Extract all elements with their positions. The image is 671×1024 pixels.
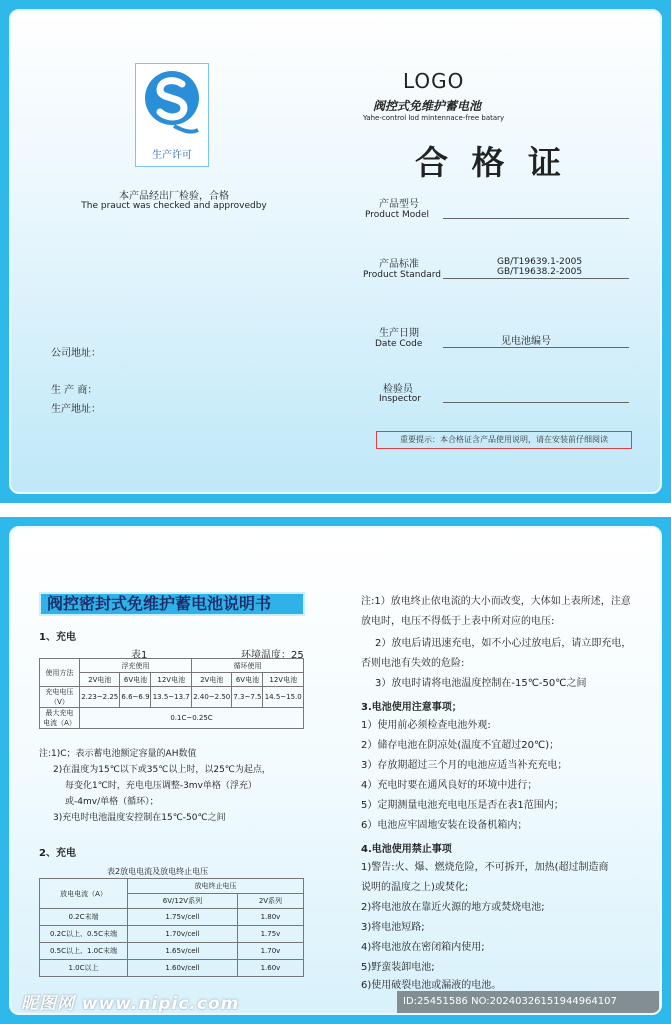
table1-method: 使用方法	[40, 659, 80, 687]
section-4-heading: 4.电池使用禁止事项	[361, 844, 452, 855]
manual-title: 阀控密封式免维护蓄电池说明书	[39, 592, 305, 616]
table2-current-header: 放电电流（A）	[40, 879, 128, 909]
certificate-title: 合 格 证	[415, 143, 567, 182]
qs-logo	[135, 63, 209, 167]
sec4-item: 4)将电池放在密闭箱内使用;	[361, 942, 485, 953]
date-value: 见电池编号	[501, 336, 551, 347]
certificate-panel	[0, 0, 671, 503]
note1-line: 注:1)C；表示蓄电池额定容量的AH数值	[39, 749, 197, 759]
company-address-label: 公司地址：	[51, 348, 101, 359]
standard-label-cn: 产品标准	[379, 259, 419, 270]
product-name-cn: 阀控式免维护蓄电池	[373, 99, 482, 113]
sec3-item: 4）充电时要在通风良好的环境中进行；	[361, 780, 538, 791]
table2-col1: 6V/12V系列	[128, 894, 238, 909]
table2-cell: 1.70v	[237, 943, 303, 960]
table1-current-label	[40, 708, 80, 729]
sec4-item: 3)将电池短路;	[361, 922, 425, 933]
table1-col: 2V电池	[80, 673, 120, 687]
sec3-item: 3）存放期超过三个月的电池应适当补充充电；	[361, 760, 568, 771]
table2-cell: 1.80v	[237, 909, 303, 926]
table1-voltage-label-1: 充电电压	[45, 688, 74, 696]
table1	[39, 658, 304, 729]
table2-col2: 2V系列	[237, 894, 303, 909]
table1-current-label-2: 电流（A）	[43, 719, 76, 727]
sec4-item: 2)将电池放在靠近火源的地方或焚烧电池;	[361, 902, 545, 913]
right-note: 否则电池有失效的危险:	[361, 658, 465, 669]
note1-line: 3)充电时电池温度安控制在15℃-50℃之间	[53, 813, 226, 823]
table1-col: 6V电池	[232, 673, 263, 687]
table2-voltage-header: 放电终止电压	[128, 879, 304, 894]
checked-en: The prauct was checked and approvedby	[81, 201, 267, 211]
standard-label-en: Product Standard	[363, 270, 441, 280]
production-address-label: 生产地址：	[51, 404, 101, 415]
table2-cell: 1.75v/cell	[128, 909, 238, 926]
table2	[39, 878, 304, 977]
table1-cell: 2.23~2.25	[80, 687, 120, 708]
watermark: 昵图网 www.nipic.com	[21, 994, 240, 1014]
section-2-heading: 2、充电	[39, 848, 76, 859]
table2-cell: 1.75v	[237, 926, 303, 943]
table2-cell: 1.65v/cell	[128, 943, 238, 960]
date-line	[443, 347, 629, 348]
model-line	[443, 218, 629, 219]
qs-label: 生产许可	[152, 150, 192, 161]
standard-value-1: GB/T19639.1-2005	[497, 257, 583, 267]
sec3-item: 6）电池应牢固地安装在设备机箱内；	[361, 820, 528, 831]
sec4-item: 1)警告:火、爆、燃烧危险，不可拆开，加热(超过制造商	[361, 862, 609, 873]
product-name-en: Yahe-control lod mintennace-free batary	[363, 114, 505, 122]
right-note: 注:1）放电终止依电流的大小而改变，大体如上表所述，注意	[361, 596, 631, 607]
table2-cell: 0.2C以上、0.5C末端	[40, 926, 128, 943]
right-note: 放电时，电压不得低于上表中所对应的电压:	[361, 616, 555, 627]
table1-col: 12V电池	[263, 673, 304, 687]
standard-value-2: GB/T19638.2-2005	[497, 267, 583, 277]
table1-col: 12V电池	[151, 673, 191, 687]
sec4-item: 5)野蛮装卸电池;	[361, 962, 435, 973]
table1-voltage-label	[40, 687, 80, 708]
table1-cell: 13.5~13.7	[151, 687, 191, 708]
logo-text: LOGO	[403, 69, 465, 93]
sec4-item: 6)使用破裂电池或漏液的电池。	[361, 980, 502, 991]
table1-caption: 表1	[131, 650, 148, 661]
manufacturer-label: 生 产 商：	[51, 385, 98, 396]
table2-caption: 表2放电电流及放电终止电压	[107, 867, 209, 876]
table1-current-label-1: 最大充电	[45, 709, 74, 717]
inspector-label-en: Inspector	[379, 394, 421, 404]
note1-line: 每变化1℃时，充电电压调整-3mv单格（浮充）	[65, 781, 257, 791]
table1-env: 环境温度：25	[241, 650, 304, 661]
table2-cell: 0.5C以上、1.0C末端	[40, 943, 128, 960]
sec4-item: 说明的温度之上)或焚化;	[361, 882, 469, 893]
right-note: 3）放电时请将电池温度控制在-15℃-50℃之间	[375, 678, 587, 689]
table1-cell: 7.3~7.5	[232, 687, 263, 708]
table2-cell: 1.0C以上	[40, 960, 128, 977]
date-label-en: Date Code	[375, 339, 423, 349]
inspector-label-cn: 检验员	[383, 384, 413, 395]
important-notice: 重要提示：本合格证含产品使用说明，请在安装前仔细阅读	[376, 431, 632, 449]
table2-cell: 1.60v	[237, 960, 303, 977]
table2-cell: 1.70v/cell	[128, 926, 238, 943]
manual-panel	[0, 517, 671, 1024]
sec3-item: 5）定期测量电池充电电压是否在表1范围内；	[361, 800, 564, 811]
table1-col: 2V电池	[191, 673, 231, 687]
table1-current-value: 0.1C~0.25C	[80, 708, 304, 729]
table2-cell: 1.60v/cell	[128, 960, 238, 977]
checked-cn: 本产品经出厂检验，合格	[119, 191, 229, 202]
note1-line: 或-4mv/单格（循环）；	[65, 797, 159, 807]
section-3-heading: 3.电池使用注意事项；	[361, 702, 462, 713]
image-id-bar: ID:25451586 NO:20240326151944964107	[397, 991, 659, 1013]
section-1-heading: 1、充电	[39, 632, 76, 643]
date-label-cn: 生产日期	[379, 328, 419, 339]
table1-voltage-label-2: （V）	[50, 698, 69, 706]
table1-cycle: 循环使用	[191, 659, 303, 673]
table2-cell: 0.2C末端	[40, 909, 128, 926]
model-label-cn: 产品型号	[379, 199, 419, 210]
table1-cell: 14.5~15.0	[263, 687, 304, 708]
note1-line: 2)在温度为15℃以下或35℃以上时，以25℃为起点，	[53, 765, 271, 775]
sec3-item: 1）使用前必须检查电池外观:	[361, 720, 491, 731]
certificate-card	[9, 9, 662, 494]
table1-col: 6V电池	[120, 673, 151, 687]
standard-line	[443, 278, 629, 279]
right-note: 2）放电后请迅速充电，如不小心过放电后，请立即充电，	[375, 638, 632, 649]
inspector-line	[443, 402, 629, 403]
table1-float: 浮充使用	[80, 659, 192, 673]
model-label-en: Product Model	[365, 210, 430, 220]
sec3-item: 2）储存电池在阴凉处(温度不宜超过20℃)；	[361, 740, 560, 751]
manual-card	[9, 526, 662, 1015]
table1-cell: 2.40~2.50	[191, 687, 231, 708]
table1-cell: 6.6~6.9	[120, 687, 151, 708]
qs-emblem-icon	[142, 68, 202, 142]
